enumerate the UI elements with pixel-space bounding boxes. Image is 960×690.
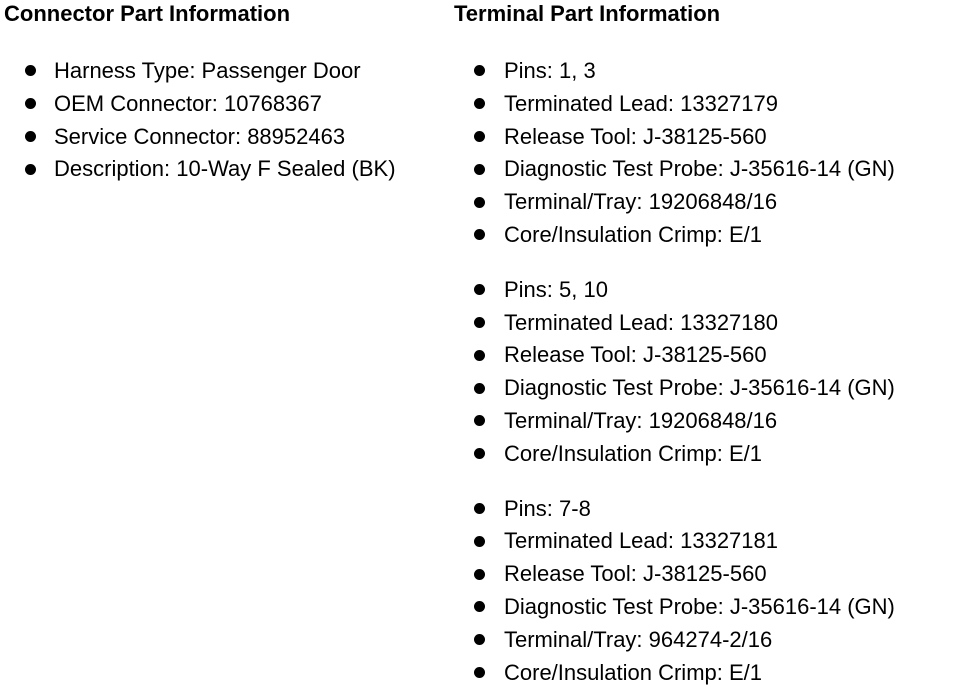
item-text: Terminated Lead: 13327180 <box>504 309 778 335</box>
terminal-group <box>454 274 960 471</box>
bullet-icon <box>474 131 485 142</box>
list-item <box>454 88 960 121</box>
bullet-icon <box>474 503 485 514</box>
item-text: Description: 10-Way F Sealed (BK) <box>54 156 396 182</box>
bullet-icon <box>474 284 485 295</box>
list-item <box>454 153 960 186</box>
list-item <box>4 153 444 186</box>
list-item <box>454 186 960 219</box>
terminal-heading: Terminal Part Information <box>454 1 721 26</box>
terminal-section <box>454 0 960 689</box>
bullet-icon <box>474 197 485 208</box>
bullet-icon <box>474 667 485 678</box>
list-item <box>4 55 444 88</box>
item-text: Terminal/Tray: 19206848/16 <box>504 189 778 215</box>
list-item <box>454 372 960 405</box>
list-item <box>454 624 960 657</box>
item-text: Service Connector: 88952463 <box>54 123 346 149</box>
list-item <box>454 339 960 372</box>
item-text: Harness Type: Passenger Door <box>54 58 361 83</box>
item-text: Release Tool: J-38125-560 <box>504 342 767 368</box>
item-text: Diagnostic Test Probe: J-35616-14 (GN) <box>504 593 895 619</box>
item-text: Terminated Lead: 13327179 <box>504 90 778 116</box>
list-item <box>454 438 960 471</box>
bullet-icon <box>474 65 485 76</box>
connector-list <box>4 55 444 186</box>
item-text: Release Tool: J-38125-560 <box>504 123 767 149</box>
bullet-icon <box>474 98 485 109</box>
bullet-icon <box>474 569 485 580</box>
list-item <box>454 121 960 154</box>
item-text: Release Tool: J-38125-560 <box>504 561 767 587</box>
item-text: Core/Insulation Crimp: E/1 <box>504 659 762 685</box>
bullet-icon <box>474 317 485 328</box>
list-item <box>454 219 960 252</box>
bullet-icon <box>474 634 485 645</box>
item-text: Pins: 7-8 <box>504 495 591 521</box>
bullet-icon <box>474 536 485 547</box>
connector-heading: Connector Part Information <box>4 1 291 26</box>
item-text: Pins: 5, 10 <box>504 276 608 302</box>
bullet-icon <box>474 229 485 240</box>
bullet-icon <box>25 65 36 76</box>
bullet-icon <box>474 164 485 175</box>
item-text: Terminal/Tray: 964274-2/16 <box>504 626 773 652</box>
item-text: OEM Connector: 10768367 <box>54 90 322 116</box>
bullet-icon <box>25 131 36 142</box>
item-text: Diagnostic Test Probe: J-35616-14 (GN) <box>504 156 895 182</box>
bullet-icon <box>474 448 485 459</box>
item-text: Terminated Lead: 13327181 <box>504 528 778 554</box>
item-text: Diagnostic Test Probe: J-35616-14 (GN) <box>504 375 895 401</box>
bullet-icon <box>25 98 36 109</box>
list-item <box>454 274 960 307</box>
list-item <box>454 657 960 690</box>
list-item <box>454 405 960 438</box>
list-item <box>454 55 960 88</box>
list-item <box>454 591 960 624</box>
item-text: Pins: 1, 3 <box>504 58 596 83</box>
list-item <box>454 493 960 526</box>
item-text: Core/Insulation Crimp: E/1 <box>504 440 762 466</box>
list-item <box>454 525 960 558</box>
list-item <box>454 307 960 340</box>
connector-section <box>4 0 444 186</box>
terminal-group <box>454 55 960 252</box>
bullet-icon <box>25 164 36 175</box>
bullet-icon <box>474 415 485 426</box>
terminal-group <box>454 493 960 690</box>
bullet-icon <box>474 601 485 612</box>
bullet-icon <box>474 383 485 394</box>
list-item <box>454 558 960 591</box>
bullet-icon <box>474 350 485 361</box>
item-text: Terminal/Tray: 19206848/16 <box>504 407 778 433</box>
list-item <box>4 88 444 121</box>
list-item <box>4 121 444 154</box>
item-text: Core/Insulation Crimp: E/1 <box>504 221 762 247</box>
